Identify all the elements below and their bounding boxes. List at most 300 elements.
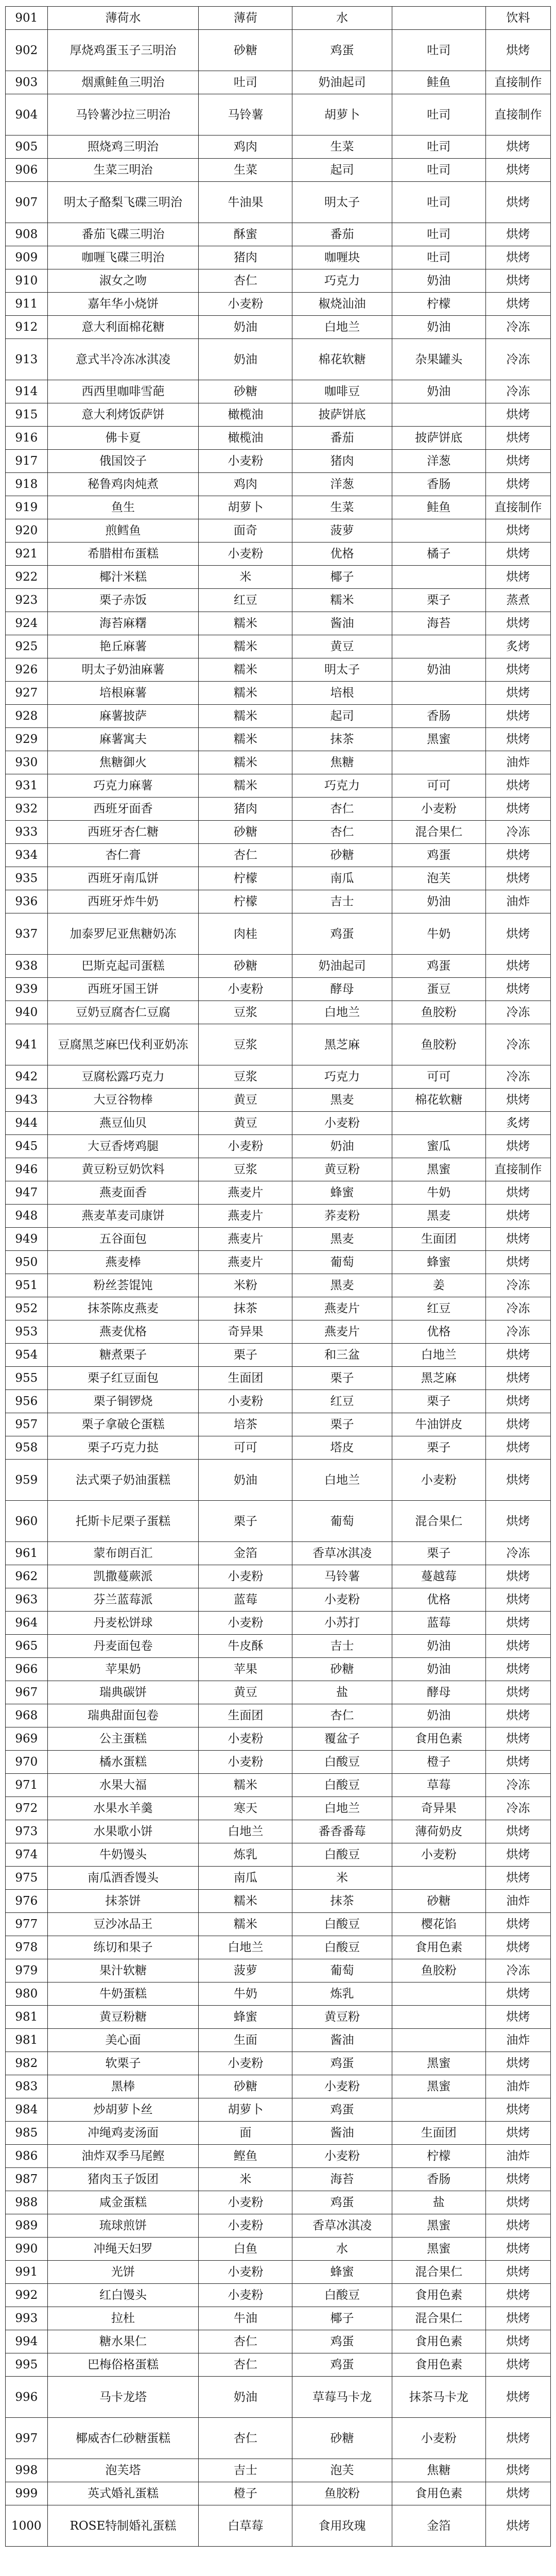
ingredient-3	[392, 519, 485, 543]
dish-name: 糖煮栗子	[47, 1344, 199, 1367]
table-row	[6, 1774, 551, 1797]
row-number: 1000	[6, 2505, 48, 2547]
table-row	[6, 2075, 551, 2098]
ingredient-1: 栗子	[199, 1344, 292, 1367]
ingredient-1: 吉士	[199, 2459, 292, 2482]
table-row	[6, 1367, 551, 1390]
table-row	[6, 94, 551, 135]
row-number: 987	[6, 2168, 48, 2191]
ingredient-3: 食用色素	[392, 1936, 485, 1959]
dish-name: 咖喱飞碟三明治	[47, 246, 199, 269]
ingredient-1: 黄豆	[199, 1112, 292, 1135]
ingredient-2: 水	[292, 2238, 392, 2261]
ingredient-2: 鸡蛋	[292, 2052, 392, 2075]
dish-name: 黄豆粉豆奶饮料	[47, 1158, 199, 1181]
cooking-method: 烘烤	[485, 2418, 550, 2459]
ingredient-1: 小麦粉	[199, 543, 292, 566]
row-number: 963	[6, 1588, 48, 1612]
cooking-method: 烘烤	[485, 1344, 550, 1367]
dish-name: 马卡龙塔	[47, 2377, 199, 2418]
table-row	[6, 2122, 551, 2145]
table-row	[6, 1158, 551, 1181]
ingredient-3: 食用色素	[392, 2284, 485, 2307]
dish-name: 蒙布朗百汇	[47, 1542, 199, 1565]
row-number: 933	[6, 821, 48, 844]
cooking-method: 烘烤	[485, 1867, 550, 1890]
table-row	[6, 1936, 551, 1959]
ingredient-2: 胡萝卜	[292, 94, 392, 135]
ingredient-2: 奶油起司	[292, 71, 392, 94]
table-row	[6, 798, 551, 821]
ingredient-3: 蓝莓	[392, 1612, 485, 1635]
ingredient-1: 奶油	[199, 1460, 292, 1501]
ingredient-2: 砂糖	[292, 1658, 392, 1681]
dish-name: 水果大福	[47, 1774, 199, 1797]
ingredient-2: 奶油	[292, 1135, 392, 1158]
ingredient-2: 番茄	[292, 223, 392, 246]
dish-name: 琉球煎饼	[47, 2214, 199, 2238]
ingredient-1: 猪肉	[199, 798, 292, 821]
ingredient-2: 小麦粉	[292, 2075, 392, 2098]
ingredient-1: 糯米	[199, 612, 292, 635]
cooking-method: 烘烤	[485, 2482, 550, 2505]
table-row	[6, 2330, 551, 2353]
ingredient-3: 牛奶	[392, 913, 485, 955]
ingredient-1: 糯米	[199, 1774, 292, 1797]
cooking-method: 烘烤	[485, 1681, 550, 1704]
ingredient-1: 苹果	[199, 1658, 292, 1681]
ingredient-2: 葡萄	[292, 1501, 392, 1542]
cooking-method: 冷冻	[485, 1774, 550, 1797]
ingredient-1: 杏仁	[199, 2418, 292, 2459]
row-number: 943	[6, 1089, 48, 1112]
ingredient-3: 焦糖	[392, 2459, 485, 2482]
row-number: 937	[6, 913, 48, 955]
cooking-method: 烘烤	[485, 798, 550, 821]
cooking-method: 油炸	[485, 2075, 550, 2098]
cooking-method: 烘烤	[485, 978, 550, 1001]
dish-name: 抹茶饼	[47, 1890, 199, 1913]
row-number: 934	[6, 844, 48, 867]
row-number: 930	[6, 751, 48, 774]
row-number: 993	[6, 2307, 48, 2330]
cooking-method: 烘烤	[485, 473, 550, 496]
row-number: 901	[6, 7, 48, 30]
dish-name: ROSE特制婚礼蛋糕	[47, 2505, 199, 2547]
dish-name: 燕麦革麦司康饼	[47, 1205, 199, 1228]
row-number: 908	[6, 223, 48, 246]
row-number: 911	[6, 293, 48, 316]
cooking-method: 烘烤	[485, 2122, 550, 2145]
dish-name: 厚烧鸡蛋玉子三明治	[47, 30, 199, 71]
ingredient-1: 小麦粉	[199, 2284, 292, 2307]
ingredient-2: 披萨饼底	[292, 403, 392, 427]
table-row	[6, 1413, 551, 1436]
cooking-method: 烘烤	[485, 2006, 550, 2029]
ingredient-1: 生面团	[199, 1704, 292, 1727]
ingredient-1: 生面团	[199, 1367, 292, 1390]
ingredient-2: 生菜	[292, 135, 392, 159]
table-row	[6, 1588, 551, 1612]
row-number: 945	[6, 1135, 48, 1158]
ingredient-3: 盐	[392, 2191, 485, 2214]
table-row	[6, 913, 551, 955]
cooking-method: 油炸	[485, 2029, 550, 2052]
ingredient-1: 白鱼	[199, 2238, 292, 2261]
row-number: 980	[6, 1982, 48, 2006]
table-row	[6, 543, 551, 566]
cooking-method: 烘烤	[485, 519, 550, 543]
row-number: 910	[6, 269, 48, 293]
ingredient-1: 糯米	[199, 774, 292, 798]
ingredient-3: 奶油	[392, 1635, 485, 1658]
ingredient-3: 金箔	[392, 2505, 485, 2547]
ingredient-3: 吐司	[392, 182, 485, 223]
table-row	[6, 751, 551, 774]
table-row	[6, 403, 551, 427]
ingredient-1: 杏仁	[199, 2353, 292, 2377]
ingredient-3: 黑蜜	[392, 2214, 485, 2238]
cooking-method: 烘烤	[485, 1658, 550, 1681]
ingredient-2: 小麦粉	[292, 1112, 392, 1135]
row-number: 929	[6, 728, 48, 751]
table-row	[6, 1024, 551, 1065]
dish-name: 水果水羊羹	[47, 1797, 199, 1820]
dish-name: 西班牙杏仁糖	[47, 821, 199, 844]
ingredient-2: 燕麦片	[292, 1297, 392, 1320]
cooking-method: 烘烤	[485, 293, 550, 316]
ingredient-2: 香草冰淇凌	[292, 1542, 392, 1565]
ingredient-1: 柠檬	[199, 890, 292, 913]
ingredient-3: 泡芙	[392, 867, 485, 890]
ingredient-1: 燕麦片	[199, 1228, 292, 1251]
cooking-method: 冷冻	[485, 316, 550, 339]
ingredient-1: 炼乳	[199, 1843, 292, 1867]
dish-name: 橘水蛋糕	[47, 1751, 199, 1774]
table-row	[6, 728, 551, 751]
dish-name: 明太子奶油麻薯	[47, 658, 199, 682]
ingredient-1: 燕麦片	[199, 1181, 292, 1205]
ingredient-2: 泡芙	[292, 2459, 392, 2482]
dish-name: 栗子巧克力挞	[47, 1436, 199, 1460]
row-number: 970	[6, 1751, 48, 1774]
ingredient-2: 鱼胶粉	[292, 2482, 392, 2505]
ingredient-1: 小麦粉	[199, 2052, 292, 2075]
ingredient-2: 栗子	[292, 1367, 392, 1390]
ingredient-3	[392, 2029, 485, 2052]
row-number: 946	[6, 1158, 48, 1181]
table-row	[6, 2098, 551, 2122]
ingredient-2: 鸡蛋	[292, 2098, 392, 2122]
ingredient-3	[392, 7, 485, 30]
row-number: 942	[6, 1065, 48, 1089]
ingredient-2: 白酸豆	[292, 1936, 392, 1959]
row-number: 967	[6, 1681, 48, 1704]
ingredient-1: 豆浆	[199, 1001, 292, 1024]
ingredient-2: 培根	[292, 682, 392, 705]
cooking-method: 烘烤	[485, 774, 550, 798]
ingredient-1: 白草莓	[199, 2505, 292, 2547]
ingredient-1: 牛油果	[199, 182, 292, 223]
table-row	[6, 1135, 551, 1158]
table-row	[6, 2353, 551, 2377]
cooking-method: 烘烤	[485, 543, 550, 566]
table-row	[6, 566, 551, 589]
ingredient-2: 咖啡豆	[292, 380, 392, 403]
ingredient-2: 杏仁	[292, 821, 392, 844]
row-number: 956	[6, 1390, 48, 1413]
ingredient-3: 抹茶马卡龙	[392, 2377, 485, 2418]
ingredient-3: 蜜瓜	[392, 1135, 485, 1158]
dish-name: 麻薯寓夫	[47, 728, 199, 751]
row-number: 989	[6, 2214, 48, 2238]
dish-name: 艳丘麻薯	[47, 635, 199, 658]
dish-name: 豆腐松露巧克力	[47, 1065, 199, 1089]
ingredient-3: 香肠	[392, 705, 485, 728]
cooking-method: 烘烤	[485, 2459, 550, 2482]
row-number: 978	[6, 1936, 48, 1959]
table-row	[6, 955, 551, 978]
row-number: 907	[6, 182, 48, 223]
table-row	[6, 1635, 551, 1658]
table-row	[6, 380, 551, 403]
ingredient-1: 胡萝卜	[199, 2098, 292, 2122]
table-row	[6, 1065, 551, 1089]
ingredient-2: 生菜	[292, 496, 392, 519]
dish-name: 栗子红豆面包	[47, 1367, 199, 1390]
ingredient-2: 巧克力	[292, 269, 392, 293]
ingredient-2: 菠萝	[292, 519, 392, 543]
cooking-method: 直接制作	[485, 496, 550, 519]
dish-name: 丹麦松饼球	[47, 1612, 199, 1635]
dish-name: 燕豆仙贝	[47, 1112, 199, 1135]
dish-name: 冲绳天妇罗	[47, 2238, 199, 2261]
dish-name: 意大利烤饭萨饼	[47, 403, 199, 427]
table-row	[6, 2284, 551, 2307]
row-number: 923	[6, 589, 48, 612]
dish-name: 椰汁米糕	[47, 566, 199, 589]
ingredient-2: 杏仁	[292, 1704, 392, 1727]
row-number: 951	[6, 1274, 48, 1297]
row-number: 954	[6, 1344, 48, 1367]
ingredient-1: 豆浆	[199, 1158, 292, 1181]
ingredient-3: 蛋豆	[392, 978, 485, 1001]
table-row	[6, 71, 551, 94]
ingredient-1: 小麦粉	[199, 1612, 292, 1635]
ingredient-2: 白地兰	[292, 1001, 392, 1024]
cooking-method: 烘烤	[485, 844, 550, 867]
cooking-method: 直接制作	[485, 71, 550, 94]
ingredient-2: 黄豆	[292, 635, 392, 658]
ingredient-2: 吉士	[292, 1635, 392, 1658]
cooking-method: 烘烤	[485, 1982, 550, 2006]
ingredient-3: 黑蜜	[392, 2075, 485, 2098]
table-row	[6, 427, 551, 450]
ingredient-3: 鸡蛋	[392, 955, 485, 978]
ingredient-3: 柠檬	[392, 2145, 485, 2168]
cooking-method: 烘烤	[485, 30, 550, 71]
table-row	[6, 844, 551, 867]
row-number: 924	[6, 612, 48, 635]
table-row	[6, 496, 551, 519]
ingredient-2: 白地兰	[292, 1460, 392, 1501]
ingredient-1: 菠萝	[199, 1959, 292, 1982]
cooking-method: 烘烤	[485, 2261, 550, 2284]
ingredient-3: 栗子	[392, 1542, 485, 1565]
cooking-method: 烘烤	[485, 246, 550, 269]
table-row	[6, 821, 551, 844]
ingredient-3: 混合果仁	[392, 2261, 485, 2284]
dish-name: 豆奶豆腐杏仁豆腐	[47, 1001, 199, 1024]
ingredient-3: 披萨饼底	[392, 427, 485, 450]
dish-name: 椰威杏仁砂糖蛋糕	[47, 2418, 199, 2459]
dish-name: 淑女之吻	[47, 269, 199, 293]
dish-name: 巴斯克起司蛋糕	[47, 955, 199, 978]
ingredient-3: 鸡蛋	[392, 844, 485, 867]
cooking-method: 烘烤	[485, 1588, 550, 1612]
row-number: 936	[6, 890, 48, 913]
ingredient-3: 可可	[392, 1065, 485, 1089]
dish-name: 西班牙南瓜饼	[47, 867, 199, 890]
cooking-method: 烘烤	[485, 1501, 550, 1542]
dish-name: 公主蛋糕	[47, 1727, 199, 1751]
ingredient-2: 椰子	[292, 2307, 392, 2330]
ingredient-3: 小麦粉	[392, 2418, 485, 2459]
table-row	[6, 2214, 551, 2238]
row-number: 983	[6, 2075, 48, 2098]
ingredient-1: 小麦粉	[199, 1390, 292, 1413]
row-number: 906	[6, 159, 48, 182]
row-number: 909	[6, 246, 48, 269]
ingredient-2: 小麦粉	[292, 1588, 392, 1612]
dish-name: 加泰罗尼亚焦糖奶冻	[47, 913, 199, 955]
table-row	[6, 2377, 551, 2418]
ingredient-3: 鱼胶粉	[392, 1024, 485, 1065]
ingredient-1: 小麦粉	[199, 978, 292, 1001]
ingredient-3: 鱼胶粉	[392, 1959, 485, 1982]
row-number: 931	[6, 774, 48, 798]
cooking-method: 烘烤	[485, 2214, 550, 2238]
cooking-method: 蒸煮	[485, 589, 550, 612]
cooking-method: 烘烤	[485, 2191, 550, 2214]
row-number: 995	[6, 2353, 48, 2377]
ingredient-1: 奶油	[199, 2377, 292, 2418]
dish-name: 糖水果仁	[47, 2330, 199, 2353]
row-number: 917	[6, 450, 48, 473]
ingredient-2: 黄豆粉	[292, 1158, 392, 1181]
ingredient-2: 蜂蜜	[292, 2261, 392, 2284]
table-row	[6, 246, 551, 269]
ingredient-1: 奶油	[199, 316, 292, 339]
ingredient-1: 豆浆	[199, 1065, 292, 1089]
dish-name: 丹麦面包卷	[47, 1635, 199, 1658]
ingredient-2: 黑麦	[292, 1089, 392, 1112]
cooking-method: 烘烤	[485, 135, 550, 159]
ingredient-1: 糯米	[199, 751, 292, 774]
ingredient-2: 酱油	[292, 2029, 392, 2052]
row-number: 912	[6, 316, 48, 339]
ingredient-3	[392, 403, 485, 427]
dish-name: 西西里咖啡雪葩	[47, 380, 199, 403]
dish-name: 燕麦面香	[47, 1181, 199, 1205]
table-row	[6, 2052, 551, 2075]
ingredient-3: 樱花馅	[392, 1913, 485, 1936]
row-number: 969	[6, 1727, 48, 1751]
table-row	[6, 1436, 551, 1460]
ingredient-1: 砂糖	[199, 380, 292, 403]
ingredient-3: 吐司	[392, 30, 485, 71]
dish-name: 练切和果子	[47, 1936, 199, 1959]
table-row	[6, 1751, 551, 1774]
cooking-method: 烘烤	[485, 2098, 550, 2122]
cooking-method: 烘烤	[485, 913, 550, 955]
row-number: 905	[6, 135, 48, 159]
dish-name: 南瓜酒香馒头	[47, 1867, 199, 1890]
table-row	[6, 1612, 551, 1635]
cooking-method: 直接制作	[485, 1158, 550, 1181]
row-number: 986	[6, 2145, 48, 2168]
ingredient-1: 小麦粉	[199, 2191, 292, 2214]
row-number: 976	[6, 1890, 48, 1913]
ingredient-3: 吐司	[392, 223, 485, 246]
ingredient-3: 奶油	[392, 380, 485, 403]
table-row	[6, 182, 551, 223]
ingredient-1: 生菜	[199, 159, 292, 182]
row-number: 940	[6, 1001, 48, 1024]
ingredient-1: 牛奶	[199, 1982, 292, 2006]
dish-name: 大豆香烤鸡腿	[47, 1135, 199, 1158]
ingredient-1: 蓝莓	[199, 1588, 292, 1612]
ingredient-3: 橙子	[392, 1751, 485, 1774]
ingredient-2: 鸡蛋	[292, 913, 392, 955]
ingredient-2: 水	[292, 7, 392, 30]
ingredient-1: 胡萝卜	[199, 496, 292, 519]
table-row	[6, 450, 551, 473]
ingredient-2: 栗子	[292, 1413, 392, 1436]
ingredient-3	[392, 2098, 485, 2122]
ingredient-3: 香肠	[392, 2168, 485, 2191]
ingredient-3	[392, 1867, 485, 1890]
ingredient-3: 橘子	[392, 543, 485, 566]
ingredient-1: 小麦粉	[199, 2214, 292, 2238]
ingredient-3: 红豆	[392, 1297, 485, 1320]
dish-name: 栗子赤饭	[47, 589, 199, 612]
ingredient-2: 糯米	[292, 589, 392, 612]
cooking-method: 烘烤	[485, 2238, 550, 2261]
table-row	[6, 1959, 551, 1982]
table-row	[6, 2191, 551, 2214]
row-number: 964	[6, 1612, 48, 1635]
table-row	[6, 1251, 551, 1274]
ingredient-3: 小麦粉	[392, 1843, 485, 1867]
ingredient-1: 燕麦片	[199, 1251, 292, 1274]
cooking-method: 烘烤	[485, 682, 550, 705]
ingredient-3: 生面团	[392, 1228, 485, 1251]
row-number: 941	[6, 1024, 48, 1065]
ingredient-2: 白酸豆	[292, 1843, 392, 1867]
dish-name: 美心面	[47, 2029, 199, 2052]
ingredient-2: 小苏打	[292, 1612, 392, 1635]
cooking-method: 烘烤	[485, 2284, 550, 2307]
row-number: 953	[6, 1320, 48, 1344]
cooking-method: 烘烤	[485, 2052, 550, 2075]
ingredient-2: 覆盆子	[292, 1727, 392, 1751]
ingredient-1: 牛油	[199, 2307, 292, 2330]
ingredient-3: 牛油饼皮	[392, 1413, 485, 1436]
cooking-method: 冷冻	[485, 1065, 550, 1089]
ingredient-2: 起司	[292, 159, 392, 182]
cooking-method: 烘烤	[485, 1565, 550, 1588]
